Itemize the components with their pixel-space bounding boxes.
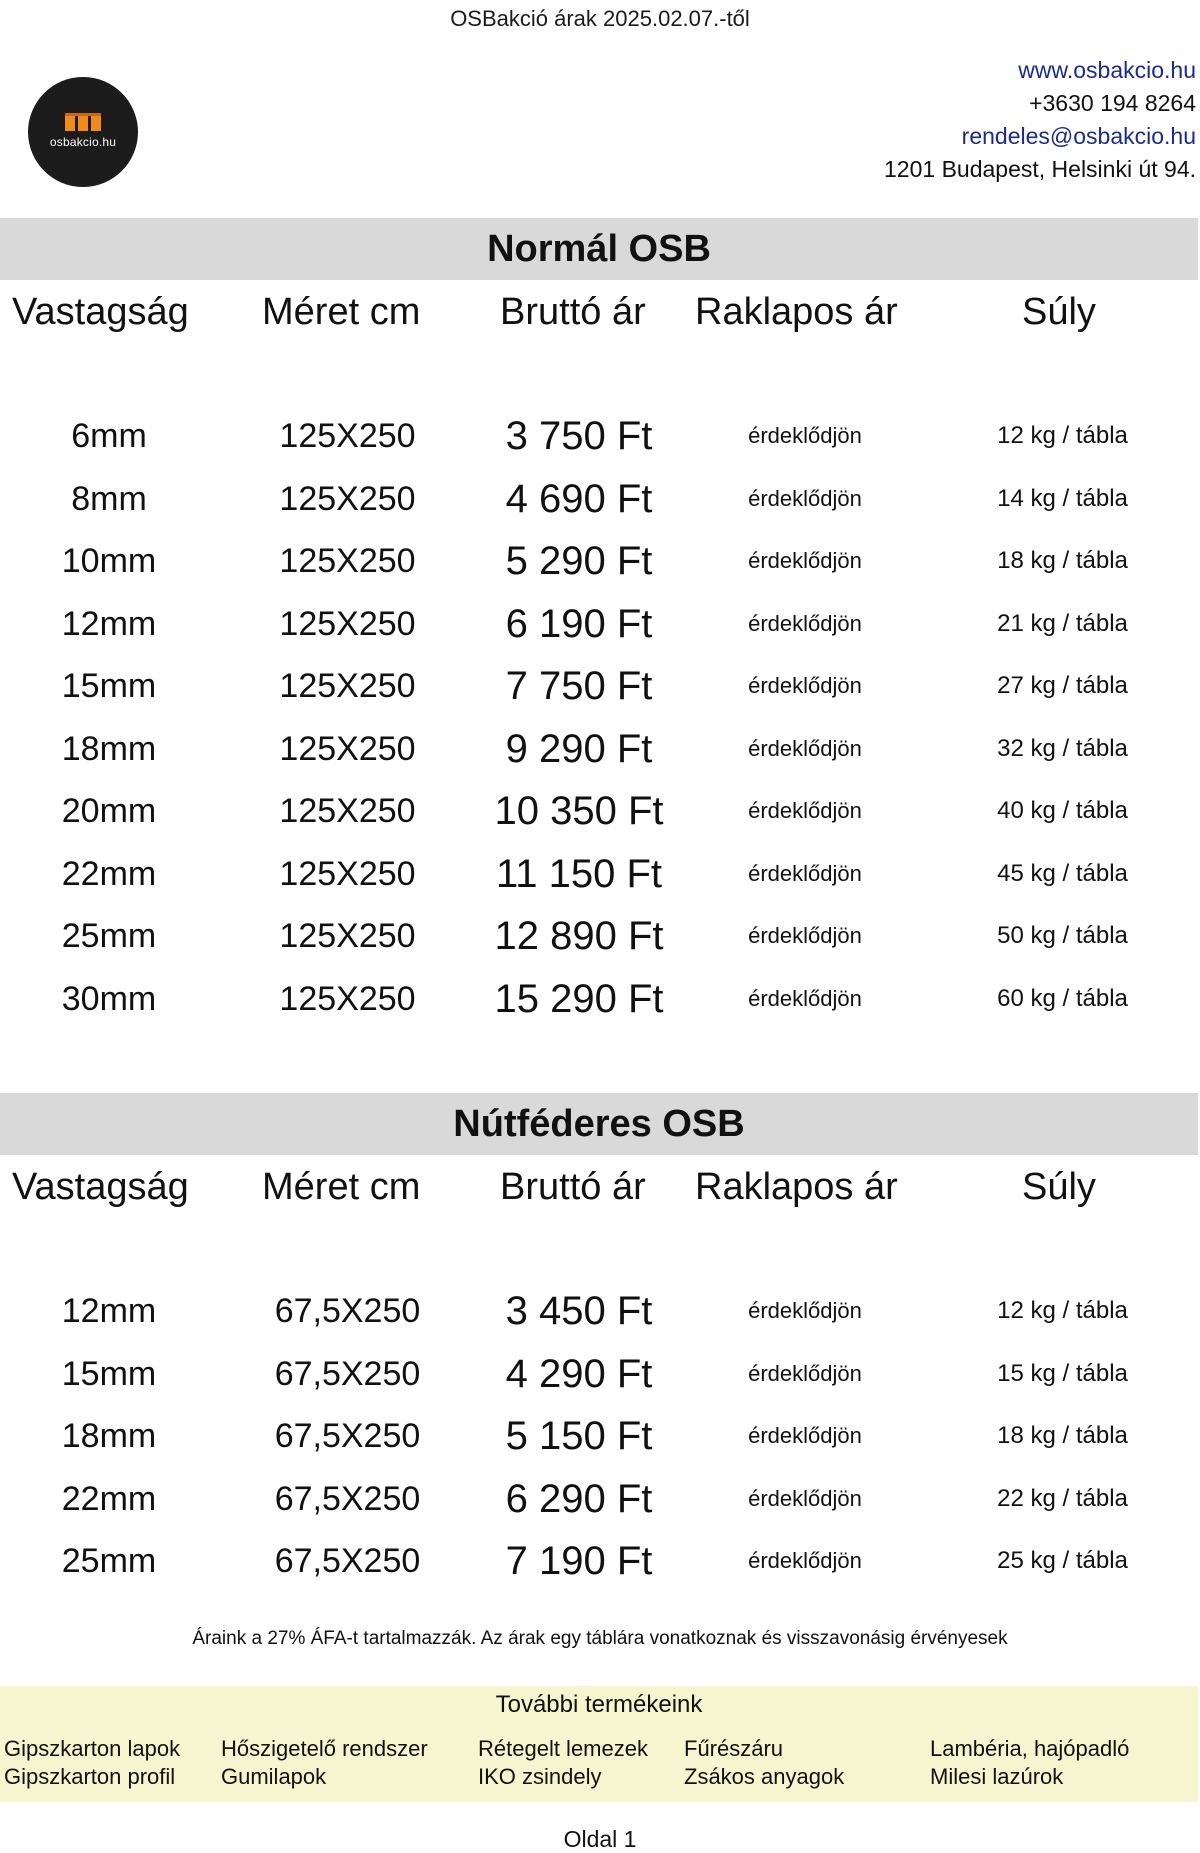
col-thickness: Vastagság xyxy=(12,291,189,333)
column-headers xyxy=(0,287,1200,337)
col-size: Méret cm xyxy=(262,291,421,333)
thickness-cell: 30mm xyxy=(61,979,157,1018)
pallet-price-cell: érdeklődjön xyxy=(748,548,862,573)
pallet-price-cell: érdeklődjön xyxy=(748,1360,862,1386)
col-thickness: Vastagság xyxy=(12,1166,189,1208)
thickness-cell: 8mm xyxy=(71,479,147,518)
product-item: Fűrészáru xyxy=(684,1736,784,1761)
col-price: Bruttó ár xyxy=(500,291,646,333)
table-row xyxy=(0,594,1200,654)
weight-cell: 18 kg / tábla xyxy=(997,1422,1128,1449)
table-row xyxy=(0,531,1200,591)
website-link[interactable]: www.osbakcio.hu xyxy=(1018,57,1196,83)
thickness-cell: 12mm xyxy=(61,604,157,643)
col-pallet-price: Raklapos ár xyxy=(695,291,898,333)
product-item: Gipszkarton lapok xyxy=(4,1736,181,1761)
size-cell: 125X250 xyxy=(279,854,416,893)
weight-cell: 21 kg / tábla xyxy=(997,609,1128,637)
thickness-cell: 12mm xyxy=(61,1292,157,1330)
weight-cell: 50 kg / tábla xyxy=(997,922,1128,949)
price-cell: 6 190 Ft xyxy=(505,601,653,646)
price-cell: 3 750 Ft xyxy=(505,414,653,458)
col-price: Bruttó ár xyxy=(500,1166,646,1208)
column-headers xyxy=(0,1162,1200,1212)
table-row xyxy=(0,1281,1200,1341)
thickness-cell: 18mm xyxy=(61,729,157,768)
pallet-price-cell: érdeklődjön xyxy=(748,423,862,448)
table-row xyxy=(0,969,1200,1029)
table-row xyxy=(0,656,1200,716)
product-item: Gumilapok xyxy=(221,1764,327,1789)
pallet-price-cell: érdeklődjön xyxy=(748,485,862,511)
size-cell: 125X250 xyxy=(279,417,416,455)
table-row xyxy=(0,1406,1200,1466)
contact-block xyxy=(884,54,1196,186)
thickness-cell: 22mm xyxy=(61,1479,157,1518)
table-row xyxy=(0,906,1200,966)
size-cell: 125X250 xyxy=(279,542,416,580)
size-cell: 67,5X250 xyxy=(274,1354,421,1393)
product-item: Hőszigetelő rendszer xyxy=(221,1736,428,1761)
weight-cell: 45 kg / tábla xyxy=(997,859,1128,887)
thickness-cell: 18mm xyxy=(61,1417,157,1455)
price-cell: 5 290 Ft xyxy=(505,539,653,583)
product-item: Zsákos anyagok xyxy=(684,1764,845,1789)
price-cell: 7 750 Ft xyxy=(505,664,653,708)
company-logo xyxy=(28,77,138,187)
price-cell: 4 290 Ft xyxy=(505,1351,653,1396)
weight-cell: 14 kg / tábla xyxy=(997,484,1128,512)
pallet-price-cell: érdeklődjön xyxy=(748,985,862,1011)
section-title-tongue-groove-osb: Nútféderes OSB xyxy=(0,1093,1198,1155)
col-weight: Súly xyxy=(1022,1166,1096,1208)
size-cell: 125X250 xyxy=(279,917,416,955)
price-cell: 9 290 Ft xyxy=(505,726,653,771)
pallet-price-cell: érdeklődjön xyxy=(748,1423,862,1448)
phone-number: +3630 194 8264 xyxy=(1029,90,1196,116)
weight-cell: 27 kg / tábla xyxy=(997,672,1128,699)
pallet-price-cell: érdeklődjön xyxy=(748,860,862,886)
col-size: Méret cm xyxy=(262,1166,421,1208)
thickness-cell: 20mm xyxy=(61,792,157,830)
thickness-cell: 6mm xyxy=(71,417,147,455)
size-cell: 67,5X250 xyxy=(274,1417,421,1455)
weight-cell: 12 kg / tábla xyxy=(997,422,1128,449)
size-cell: 67,5X250 xyxy=(274,1292,421,1330)
pallet-price-cell: érdeklődjön xyxy=(748,798,862,823)
product-item: Lambéria, hajópadló xyxy=(930,1736,1130,1761)
thickness-cell: 25mm xyxy=(61,1542,157,1580)
size-cell: 67,5X250 xyxy=(274,1542,421,1580)
size-cell: 125X250 xyxy=(279,667,416,705)
product-item: Rétegelt lemezek xyxy=(478,1736,648,1761)
page-title: OSBakció árak 2025.02.07.-től xyxy=(450,6,750,31)
size-cell: 125X250 xyxy=(279,729,416,768)
table-row xyxy=(0,1469,1200,1529)
weight-cell: 25 kg / tábla xyxy=(997,1547,1128,1574)
price-cell: 12 890 Ft xyxy=(494,914,664,958)
weight-cell: 22 kg / tábla xyxy=(997,1484,1128,1512)
col-weight: Súly xyxy=(1022,291,1096,333)
thickness-cell: 15mm xyxy=(61,667,157,705)
thickness-cell: 25mm xyxy=(61,917,157,955)
product-item: Gipszkarton profil xyxy=(4,1764,176,1789)
price-cell: 7 190 Ft xyxy=(505,1539,653,1583)
col-pallet-price: Raklapos ár xyxy=(695,1166,898,1208)
price-cell: 5 150 Ft xyxy=(505,1414,653,1458)
size-cell: 125X250 xyxy=(279,479,416,518)
table-row xyxy=(0,406,1200,466)
size-cell: 67,5X250 xyxy=(274,1479,421,1518)
pallet-price-cell: érdeklődjön xyxy=(748,735,862,761)
weight-cell: 32 kg / tábla xyxy=(997,734,1128,762)
thickness-cell: 22mm xyxy=(61,854,157,893)
weight-cell: 18 kg / tábla xyxy=(997,547,1128,574)
section-title-normal-osb: Normál OSB xyxy=(0,218,1198,280)
pallet-price-cell: érdeklődjön xyxy=(748,1485,862,1511)
page-number: Oldal 1 xyxy=(563,1826,637,1852)
table-row xyxy=(0,719,1200,779)
more-products-title: További termékeink xyxy=(495,1691,703,1718)
pallet-price-cell: érdeklődjön xyxy=(748,1298,862,1323)
thickness-cell: 15mm xyxy=(61,1354,157,1393)
weight-cell: 12 kg / tábla xyxy=(997,1297,1128,1324)
size-cell: 125X250 xyxy=(279,979,416,1018)
product-item: IKO zsindely xyxy=(478,1764,602,1789)
table-row xyxy=(0,469,1200,529)
price-cell: 10 350 Ft xyxy=(494,789,664,833)
thickness-cell: 10mm xyxy=(61,542,157,580)
pallet-price-cell: érdeklődjön xyxy=(748,673,862,698)
table-row xyxy=(0,844,1200,904)
price-cell: 4 690 Ft xyxy=(505,476,653,521)
pallet-price-cell: érdeklődjön xyxy=(748,923,862,948)
pallet-price-cell: érdeklődjön xyxy=(748,610,862,636)
price-cell: 3 450 Ft xyxy=(505,1289,653,1333)
size-cell: 125X250 xyxy=(279,604,416,643)
email-link[interactable]: rendeles@osbakcio.hu xyxy=(961,123,1196,149)
more-products xyxy=(0,1686,1198,1802)
pallet-price-cell: érdeklődjön xyxy=(748,1548,862,1573)
osb-boards-icon xyxy=(64,111,102,133)
weight-cell: 15 kg / tábla xyxy=(997,1359,1128,1387)
table-row xyxy=(0,1531,1200,1591)
price-cell: 11 150 Ft xyxy=(495,851,663,896)
product-item: Milesi lazúrok xyxy=(930,1764,1064,1789)
size-cell: 125X250 xyxy=(279,792,416,830)
address: 1201 Budapest, Helsinki út 94. xyxy=(884,156,1196,182)
table-row xyxy=(0,1344,1200,1404)
weight-cell: 40 kg / tábla xyxy=(997,797,1128,824)
vat-note: Áraink a 27% ÁFA-t tartalmazzák. Az árak egy táblára vonatkoznak és visszavonásig érvényesek xyxy=(192,1628,1008,1649)
logo-text: osbakcio.hu xyxy=(49,135,117,149)
weight-cell: 60 kg / tábla xyxy=(997,984,1128,1012)
table-row xyxy=(0,781,1200,841)
price-cell: 15 290 Ft xyxy=(494,976,664,1021)
price-cell: 6 290 Ft xyxy=(505,1476,653,1521)
